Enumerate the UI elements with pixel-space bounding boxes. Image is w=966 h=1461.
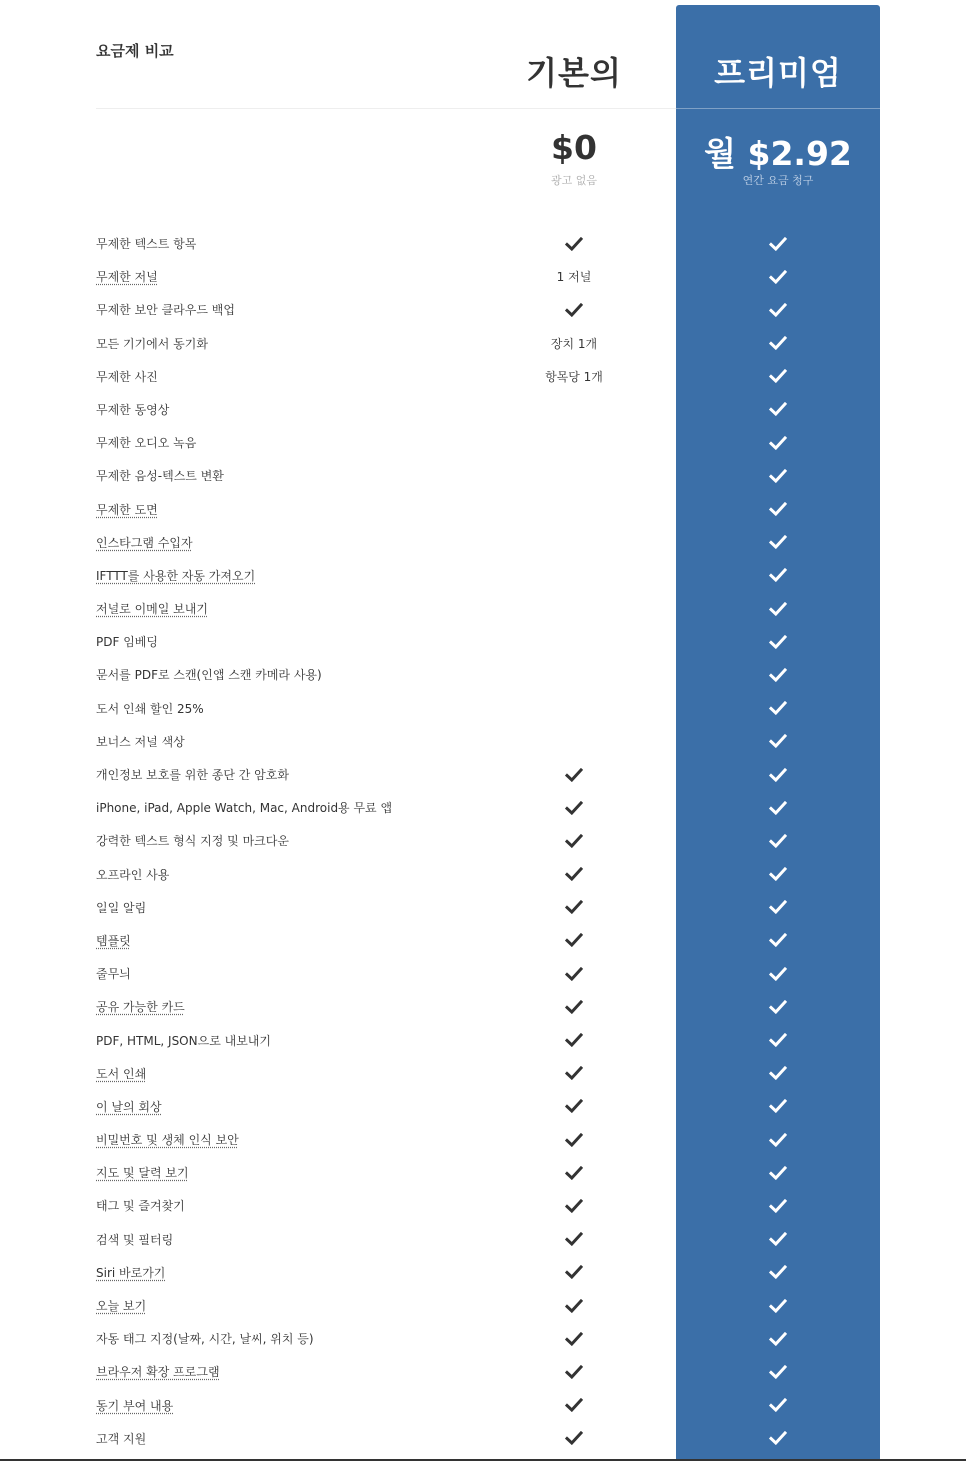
feature-cell-basic [472,990,676,1023]
feature-cell-basic [472,1355,676,1388]
check-icon [769,1265,787,1279]
feature-cell-basic [472,858,676,891]
feature-cell-premium [676,824,880,857]
feature-row [0,592,966,625]
feature-label: 일일 알림 [96,900,147,915]
check-icon [769,933,787,947]
feature-cell-premium [676,1123,880,1156]
feature-cell-basic [472,924,676,957]
feature-cell-basic [472,592,676,625]
feature-cell-basic [472,459,676,492]
feature-label-tooltip[interactable]: 무제한 저널 [96,270,158,285]
feature-label-tooltip[interactable]: 비밀번호 및 생체 인식 보안 [96,1133,239,1148]
check-icon [769,1033,787,1047]
check-icon [565,1431,583,1445]
feature-cell-premium [676,924,880,957]
feature-label: 도서 인쇄 할인 25% [96,701,204,716]
feature-label-tooltip[interactable]: Siri 바로가기 [96,1265,166,1280]
check-icon [769,237,787,251]
feature-cell-premium [676,493,880,526]
feature-label: 자동 태그 지정(날짜, 시간, 날씨, 위치 등) [96,1332,314,1347]
feature-row [0,824,966,857]
page-title: 요금제 비교 [96,42,174,60]
check-icon [565,1133,583,1147]
feature-cell-premium [676,957,880,990]
check-icon [769,668,787,682]
feature-label: 문서를 PDF로 스캔(인앱 스캔 카메라 사용) [96,668,322,683]
feature-cell-premium [676,658,880,691]
feature-label: 개인정보 보호를 위한 종단 간 암호화 [96,768,289,782]
feature-cell-basic [472,1057,676,1090]
feature-label-tooltip[interactable]: 저널로 이메일 보내기 [96,602,208,617]
feature-cell-basic [472,725,676,758]
feature-cell-basic [472,824,676,857]
feature-cell-basic [472,1156,676,1189]
feature-row [0,1256,966,1289]
check-icon [565,1166,583,1180]
feature-cell-premium [676,1322,880,1355]
feature-cell-premium [676,791,880,824]
feature-label-tooltip[interactable]: IFTTT를 사용한 자동 가져오기 [96,568,256,583]
feature-row [0,1024,966,1057]
feature-label: 무제한 보안 클라우드 백업 [96,303,235,318]
feature-row [0,891,966,924]
feature-row [0,692,966,725]
feature-cell-premium [676,592,880,625]
premium-header-divider [676,108,880,109]
feature-label: PDF 임베딩 [96,635,158,650]
feature-label-tooltip[interactable]: 브라우저 확장 프로그램 [96,1365,220,1380]
feature-cell-premium [676,260,880,293]
feature-cell-premium [676,1024,880,1057]
feature-cell-basic [472,1090,676,1123]
check-icon [769,1000,787,1014]
feature-cell-basic [472,1256,676,1289]
feature-label: 고객 지원 [96,1431,147,1446]
feature-cell-basic [472,1422,676,1455]
check-icon [769,1398,787,1412]
check-icon [565,1398,583,1412]
feature-cell-premium [676,1090,880,1123]
feature-label-tooltip[interactable]: 지도 및 달력 보기 [96,1166,189,1181]
feature-cell-premium [676,692,880,725]
check-icon [769,270,787,284]
check-icon [565,1199,583,1213]
feature-value-basic: 항목당 1개 [545,369,603,384]
feature-cell-basic [472,791,676,824]
feature-label: 검색 및 필터링 [96,1232,174,1247]
feature-label: 무제한 텍스트 항목 [96,237,197,251]
check-icon [769,436,787,450]
feature-cell-premium [676,1223,880,1256]
feature-label-tooltip[interactable]: 도서 인쇄 [96,1066,147,1081]
check-icon [769,336,787,350]
check-icon [565,1099,583,1113]
feature-cell-premium [676,625,880,658]
feature-value-basic: 1 저널 [556,270,592,285]
check-icon [769,900,787,914]
feature-row [0,393,966,426]
check-icon [769,1232,787,1246]
check-icon [769,568,787,582]
feature-row [0,426,966,459]
feature-row [0,758,966,791]
feature-label-tooltip[interactable]: 템플릿 [96,933,131,948]
feature-cell-premium [676,426,880,459]
feature-row [0,990,966,1023]
feature-label-tooltip[interactable]: 오늘 보기 [96,1299,147,1313]
feature-cell-basic [472,1024,676,1057]
check-icon [565,303,583,317]
feature-cell-premium [676,725,880,758]
feature-value-basic: 장치 1개 [550,336,598,351]
check-icon [769,768,787,782]
feature-cell-premium [676,393,880,426]
plan-name-premium: 프리미엄 [714,54,842,92]
feature-row [0,327,966,360]
feature-cell-premium [676,360,880,393]
feature-row [0,1156,966,1189]
check-icon [769,502,787,516]
check-icon [769,701,787,715]
feature-label: iPhone, iPad, Apple Watch, Mac, Android용 무료 앱 [96,801,393,816]
check-icon [565,237,583,251]
feature-cell-basic [472,1223,676,1256]
feature-row [0,227,966,260]
feature-cell-premium [676,891,880,924]
feature-row [0,1289,966,1322]
check-icon [769,1133,787,1147]
feature-label: 오프라인 사용 [96,867,170,882]
feature-row [0,1123,966,1156]
check-icon [769,1332,787,1346]
feature-cell-premium [676,1189,880,1222]
check-icon [565,967,583,981]
feature-cell-basic [472,559,676,592]
check-icon [565,1332,583,1346]
feature-row [0,625,966,658]
feature-label: 줄무늬 [96,967,131,982]
feature-cell-basic [472,625,676,658]
feature-label: 보너스 저널 색상 [96,734,185,749]
feature-cell-premium [676,1057,880,1090]
check-icon [769,1066,787,1080]
check-icon [769,369,787,383]
feature-cell-basic [472,1189,676,1222]
feature-cell-basic [472,327,676,360]
feature-cell-premium [676,227,880,260]
feature-row [0,658,966,691]
check-icon [769,1166,787,1180]
feature-label-tooltip[interactable]: 공유 가능한 카드 [96,1000,185,1015]
feature-row [0,1389,966,1422]
feature-cell-premium [676,1422,880,1455]
feature-row [0,791,966,824]
feature-cell-premium [676,1256,880,1289]
check-icon [565,867,583,881]
feature-row [0,1322,966,1355]
feature-label: PDF, HTML, JSON으로 내보내기 [96,1033,271,1048]
header-divider [96,108,676,109]
check-icon [565,1033,583,1047]
check-icon [565,1232,583,1246]
feature-label: 무제한 사진 [96,369,158,384]
feature-row [0,559,966,592]
check-icon [769,1199,787,1213]
check-icon [565,900,583,914]
feature-cell-premium [676,559,880,592]
feature-cell-basic [472,526,676,559]
feature-row [0,293,966,326]
price-basic: $0 [551,128,597,167]
feature-cell-premium [676,758,880,791]
price-note-premium: 연간 요금 청구 [742,174,814,187]
price-premium: 월 $2.92 [704,134,852,173]
check-icon [769,469,787,483]
check-icon [565,834,583,848]
check-icon [769,734,787,748]
feature-label-tooltip[interactable]: 인스타그램 수입자 [96,535,193,550]
feature-row [0,1189,966,1222]
check-icon [565,1365,583,1379]
feature-label: 무제한 오디오 녹음 [96,436,197,451]
feature-row [0,1422,966,1455]
plan-name-basic: 기본의 [526,54,622,92]
feature-label: 무제한 동영상 [96,402,170,417]
feature-cell-premium [676,526,880,559]
feature-cell-basic [472,360,676,393]
check-icon [565,801,583,815]
check-icon [769,402,787,416]
feature-cell-premium [676,293,880,326]
feature-cell-basic [472,891,676,924]
feature-cell-basic [472,1389,676,1422]
feature-list [0,227,966,1455]
feature-row [0,360,966,393]
feature-row [0,725,966,758]
feature-row [0,858,966,891]
check-icon [769,635,787,649]
feature-cell-basic [472,758,676,791]
feature-row [0,1355,966,1388]
feature-row [0,1057,966,1090]
check-icon [565,1265,583,1279]
feature-row [0,924,966,957]
feature-cell-basic [472,227,676,260]
feature-cell-basic [472,260,676,293]
check-icon [769,602,787,616]
feature-row [0,1090,966,1123]
feature-cell-basic [472,1289,676,1322]
feature-cell-basic [472,957,676,990]
check-icon [769,1365,787,1379]
check-icon [769,867,787,881]
feature-cell-basic [472,1123,676,1156]
check-icon [565,933,583,947]
check-icon [565,1299,583,1313]
check-icon [769,303,787,317]
feature-cell-premium [676,1289,880,1322]
feature-cell-premium [676,327,880,360]
feature-label-tooltip[interactable]: 이 날의 회상 [96,1099,162,1114]
feature-cell-basic [472,393,676,426]
feature-cell-premium [676,1389,880,1422]
feature-row [0,459,966,492]
feature-cell-basic [472,293,676,326]
check-icon [565,768,583,782]
feature-cell-premium [676,858,880,891]
feature-cell-basic [472,658,676,691]
feature-cell-basic [472,692,676,725]
price-note-basic: 광고 없음 [550,174,597,187]
check-icon [769,967,787,981]
feature-label-tooltip[interactable]: 무제한 도면 [96,502,158,517]
check-icon [769,1099,787,1113]
feature-row [0,260,966,293]
feature-label: 모든 기기에서 동기화 [96,336,208,351]
check-icon [769,1431,787,1445]
feature-label: 강력한 텍스트 형식 지정 및 마크다운 [96,834,289,849]
check-icon [769,801,787,815]
feature-label: 무제한 음성-텍스트 변환 [96,469,224,484]
check-icon [769,1299,787,1313]
feature-cell-basic [472,1322,676,1355]
feature-cell-premium [676,1355,880,1388]
feature-label-tooltip[interactable]: 동기 부여 내용 [96,1398,174,1413]
feature-row [0,493,966,526]
feature-row [0,526,966,559]
feature-cell-premium [676,1156,880,1189]
feature-cell-premium [676,459,880,492]
feature-row [0,1223,966,1256]
feature-cell-premium [676,990,880,1023]
check-icon [565,1066,583,1080]
check-icon [565,1000,583,1014]
feature-cell-basic [472,493,676,526]
feature-cell-basic [472,426,676,459]
feature-label: 태그 및 즐겨찾기 [96,1199,185,1214]
check-icon [769,535,787,549]
feature-row [0,957,966,990]
check-icon [769,834,787,848]
